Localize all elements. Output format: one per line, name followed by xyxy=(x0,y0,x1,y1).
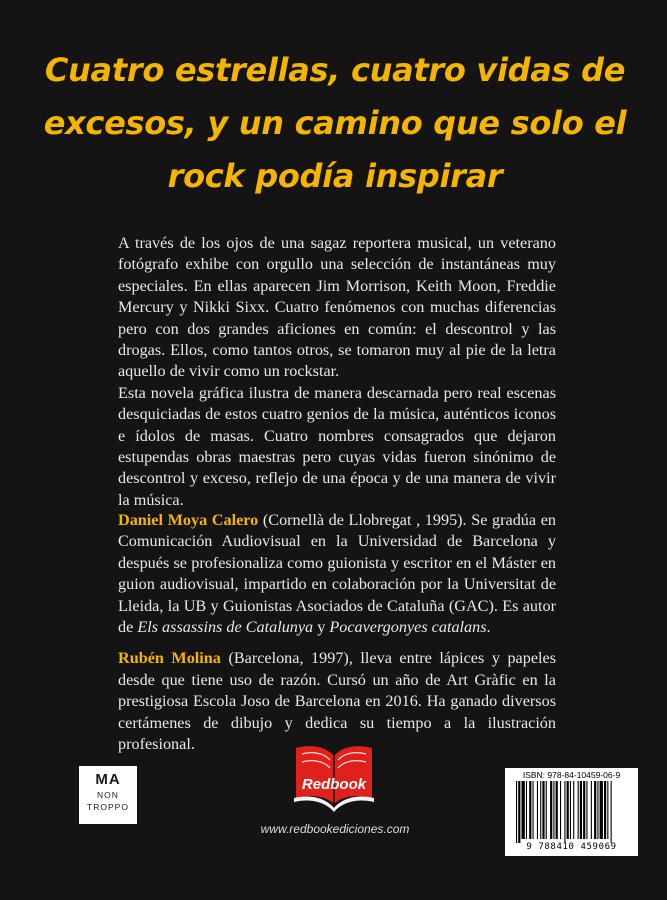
barcode-bar xyxy=(540,781,541,839)
writer-connector: y xyxy=(313,618,330,637)
barcode-bar xyxy=(594,781,596,839)
synopsis-paragraph-1: A través de los ojos de una sagaz reportera musical, un veterano fotógrafo exhibe con orgullo una selección de instantáneas muy especiales. En ellas aparecen Jim Morrison, Keith Moon, Freddie Mercury y Nikki Sixx. Cuatro fenómenos con muchas diferencias pero con dos grandes aficiones en común: el descontrol y las drogas. Ellos, como tantos otros, se tomaron muy al pie de la letra aquello de vivir como un rockstar. xyxy=(118,234,556,381)
publisher-logo-line-2: NON xyxy=(97,790,119,800)
barcode-bar xyxy=(553,781,554,839)
writer-bio-text: (Cornellà de Llobregat , 1995). Se gradúa en Comunicación Audiovisual en la Universidad de Barcelona y después se profesionaliza como guionista y escritor en el Máster en guion audiovisual, impartido en colaboración por la Universitat de Lleida, la UB y Guionistas Asociados de Cataluña (GAC). Es autor de xyxy=(118,511,556,637)
headline: Cuatro estrellas, cuatro vidas de excesos, y un camino que solo el rock podía inspirar xyxy=(43,51,627,195)
synopsis-paragraph-2: Esta novela gráfica ilustra de manera descarnada pero real escenas desquiciadas de estos cuatro genios de la música, auténticos iconos e ídolos de masas. Cuatro nombres consagrados que dejaron estupendas obras maestras pero cuyas vidas fueron sinónimo de descontrol y exceso, reflejo de una época y de una manera de vivir la música. xyxy=(118,383,556,509)
writer-bio-end: . xyxy=(486,618,491,637)
barcode-bar xyxy=(604,781,606,839)
barcode-bar xyxy=(560,781,561,839)
barcode-bar xyxy=(556,781,558,839)
barcode-digits: 9 788410 459069 xyxy=(526,842,617,852)
writer-bio xyxy=(118,510,556,638)
artist-bio-text: (Barcelona, 1997), lleva entre lápices y papeles desde que tiene uso de razón. Cursó un año de Art Gràfic en la prestigiosa Escola Joso de Barcelona en 2016. Ha ganado diversos certámenes de dibujo y dedica su tiempo a la ilustración profesional. xyxy=(118,649,556,754)
barcode-bar xyxy=(546,781,547,839)
writer-book-1: Els assassins de Catalunya xyxy=(137,618,314,637)
barcode-bar xyxy=(580,781,582,839)
barcode-bar xyxy=(564,781,565,843)
barcode-bar xyxy=(542,781,544,839)
barcode-bars xyxy=(514,781,629,843)
synopsis xyxy=(118,233,556,511)
barcode-bar xyxy=(573,781,574,839)
isbn-barcode xyxy=(505,768,638,856)
barcode-bar xyxy=(522,781,525,839)
barcode-bar xyxy=(529,781,531,839)
publisher-logo-line-3: TROPPO xyxy=(87,802,129,812)
barcode-bar xyxy=(600,781,603,839)
barcode-bar xyxy=(567,781,569,839)
barcode-bar xyxy=(611,781,612,843)
barcode-bar xyxy=(533,781,534,839)
publisher-logo-line-1: MA xyxy=(95,771,121,788)
barcode-bar xyxy=(518,781,520,843)
barcode-bar xyxy=(586,781,587,839)
ma-non-troppo-logo xyxy=(79,766,137,824)
barcode-bar xyxy=(607,781,608,839)
barcode-bar xyxy=(583,781,585,839)
barcode-bar xyxy=(570,781,571,839)
barcode-bar xyxy=(591,781,592,839)
artist-name: Rubén Molina xyxy=(118,649,221,668)
writer-book-2: Pocavergonyes catalans xyxy=(329,618,487,637)
writer-name: Daniel Moya Calero xyxy=(118,511,259,529)
author-bios xyxy=(118,510,556,755)
redbook-logo xyxy=(288,742,380,820)
publisher-website[interactable]: www.redbookediciones.com xyxy=(260,822,410,836)
redbook-wordmark: Redbook xyxy=(301,776,367,793)
barcode-bar xyxy=(516,781,517,843)
barcode-bar xyxy=(526,781,527,839)
isbn-label: ISBN: 978-84-10459-06-9 xyxy=(522,770,621,780)
artist-bio xyxy=(118,648,556,755)
barcode-bar xyxy=(597,781,598,839)
barcode-bar xyxy=(550,781,552,839)
barcode-bar xyxy=(537,781,538,839)
barcode-bar xyxy=(578,781,579,839)
